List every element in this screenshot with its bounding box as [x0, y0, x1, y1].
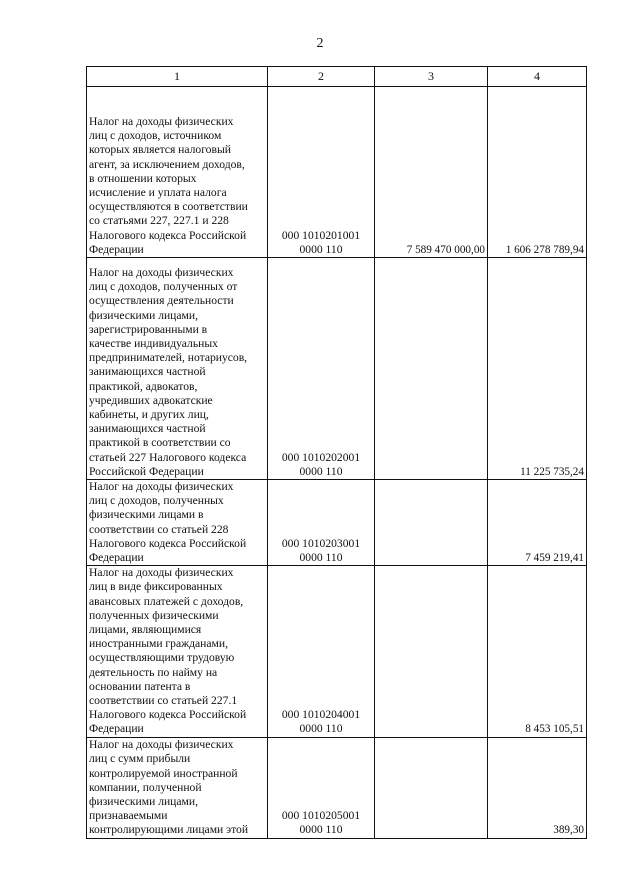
budget-code-cell: 000 1010201001 0000 110 [268, 87, 375, 258]
plan-amount-cell [375, 737, 488, 838]
budget-code-cell: 000 1010204001 0000 110 [268, 566, 375, 737]
column-header-3: 3 [375, 67, 488, 87]
income-name-cell: Налог на доходы физических лиц с доходов, полученных физическими лицами в соответствии со статьей 228 Налогового кодекса Российской Федерации [87, 480, 268, 566]
income-name-cell: Налог на доходы физических лиц с сумм прибыли контролируемой иностранной компании, полученной физическими лицами, признаваемыми контролирующими лицами этой [87, 737, 268, 838]
table-row [87, 737, 587, 838]
budget-code-cell: 000 1010205001 0000 110 [268, 737, 375, 838]
budget-table [86, 66, 587, 839]
actual-amount-cell: 1 606 278 789,94 [488, 87, 587, 258]
income-name-cell: Налог на доходы физических лиц с доходов, источником которых является налоговый агент, за исключением доходов, в отношении которых исчисление и уплата налога осуществляются в соответствии со статьями 227, 227.1 и 228 Налогового кодекса Российской Федерации [87, 87, 268, 258]
plan-amount-cell: 7 589 470 000,00 [375, 87, 488, 258]
plan-amount-cell [375, 258, 488, 480]
plan-amount-cell [375, 566, 488, 737]
table-row [87, 566, 587, 737]
plan-amount-cell [375, 480, 488, 566]
budget-code-cell: 000 1010203001 0000 110 [268, 480, 375, 566]
page-number: 2 [316, 36, 324, 51]
actual-amount-cell: 11 225 735,24 [488, 258, 587, 480]
table-row [87, 480, 587, 566]
actual-amount-cell: 7 459 219,41 [488, 480, 587, 566]
table-row [87, 87, 587, 258]
column-header-4: 4 [488, 67, 587, 87]
income-name-cell: Налог на доходы физических лиц с доходов, полученных от осуществления деятельности физическими лицами, зарегистрированными в качестве индивидуальных предпринимателей, нотариусов, занимающихся частной практикой, адвокатов, учредивших адвокатские кабинеты, и других лиц, занимающихся частной практикой в соответствии со статьей 227 Налогового кодекса Российской Федерации [87, 258, 268, 480]
column-header-2: 2 [268, 67, 375, 87]
budget-code-cell: 000 1010202001 0000 110 [268, 258, 375, 480]
income-name-cell: Налог на доходы физических лиц в виде фиксированных авансовых платежей с доходов, полученных физическими лицами, являющимися иностранными гражданами, осуществляющими трудовую деятельность по найму на основании патента в соответствии со статьей 227.1 Налогового кодекса Российской Федерации [87, 566, 268, 737]
table-row [87, 258, 587, 480]
actual-amount-cell: 8 453 105,51 [488, 566, 587, 737]
actual-amount-cell: 389,30 [488, 737, 587, 838]
header-row [87, 67, 587, 87]
column-header-1: 1 [87, 67, 268, 87]
